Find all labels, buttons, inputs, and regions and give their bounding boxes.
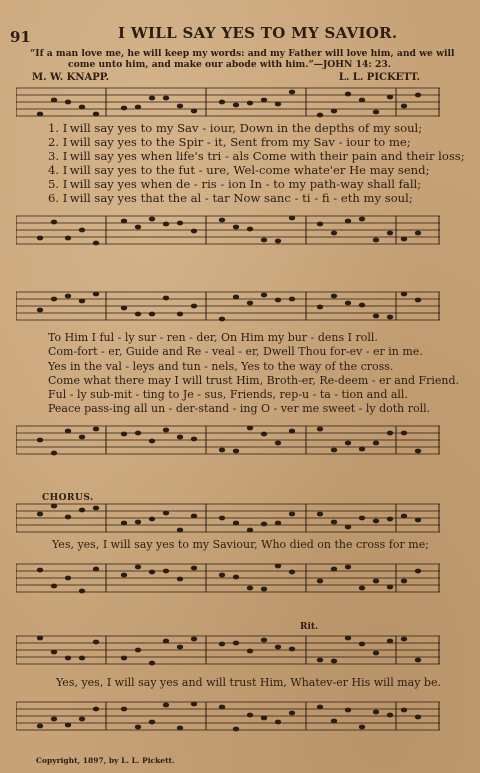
hymn-title: I WILL SAY YES TO MY SAVIOR. [118,24,398,42]
scripture-epigraph [30,48,462,70]
verse-text: will say yes that the al - tar Now sanc - ti - fi - eth my soul; [69,190,413,205]
verse-line [48,164,448,178]
words-credit: M. W. KNAPP. [32,72,110,83]
treble-staff-1 [16,84,440,120]
verse-text: will say yes when life's tri - als Come with their pain and their loss; [69,148,465,163]
verse-number: 2. I [48,134,68,149]
epigraph-line-2: come unto him, and make our abode with him.”—JOHN 14: 23. [68,59,391,70]
epigraph-line-1: “If a man love me, he will keep my words: and my Father will love him, and we will [30,48,455,59]
verse-line [48,148,465,164]
music-credit: L. L. PICKETT. [338,72,420,83]
treble-staff-4 [16,632,440,668]
verse-text: will say yes to my Sav - iour, Down in the depths of my soul; [69,121,423,135]
verse-line [48,136,448,150]
verse-block-b [48,331,460,417]
page-number: 91 [10,28,31,46]
verse-text: will say yes to the Spir - it, Sent from my Sav - iour to me; [69,134,411,149]
verse-number: 5. I [48,176,68,191]
chorus-lyric-2: Yes, yes, I will say yes and will trust Him, Whatev-er His will may be. [56,676,441,689]
verse-number: 3. I [48,148,68,163]
bass-staff-2 [16,422,440,458]
chorus-lyric-1: Yes, yes, I will say yes to my Saviour, Who died on the cross for me; [52,538,429,551]
verse-line [48,122,448,136]
treble-staff-2 [16,288,440,324]
verse-number: 6. I [48,190,68,205]
verse-line: Com-fort - er, Guide and Re - veal - er, Dwell Thou for-ev - er in me. [48,345,423,359]
verse-number: 1. I [48,121,68,135]
verse-line: Ful - ly sub-mit - ting to Je - sus, Friends, rep-u - ta - tion and all. [48,388,408,402]
verse-number: 4. I [48,162,68,177]
verse-line [48,192,448,206]
verse-line: To Him I ful - ly sur - ren - der, On Him my bur - dens I roll. [48,331,378,344]
bass-staff-1 [16,212,440,248]
bass-staff-4 [16,698,440,734]
verse-text: will say yes when de - ris - ion In - to my path-way shall fall; [69,176,422,191]
ritardando-mark: Rit. [300,622,319,632]
verse-line: Yes in the val - leys and tun - nels, Yes to the way of the cross. [48,359,394,373]
copyright-notice: Copyright, 1897, by L. L. Pickett. [36,756,175,765]
treble-staff-3 [16,500,440,536]
verse-text: will say yes to the fut - ure, Wel-come whate'er He may send; [69,162,430,177]
verse-line [48,178,448,192]
verse-block-a [48,121,465,205]
chorus-label: CHORUS. [42,493,94,503]
verse-line: Come what there may I will trust Him, Broth-er, Re-deem - er and Friend. [48,373,460,387]
bass-staff-3 [16,560,440,596]
verse-line: Peace pass-ing all un - der-stand - ing O - ver me sweet - ly doth roll. [48,402,431,416]
